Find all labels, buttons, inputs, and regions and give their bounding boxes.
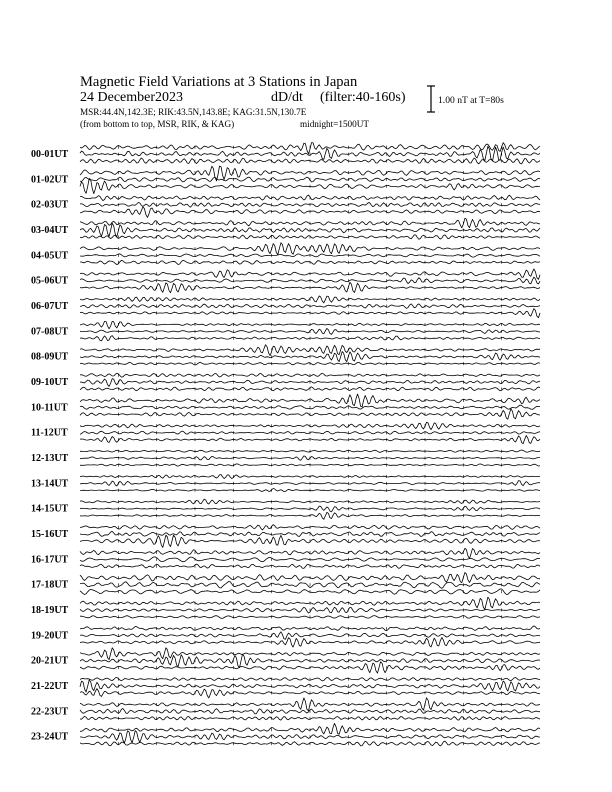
hour-label: 05-06UT (31, 275, 69, 287)
scale-label: 1.00 nT at T=80s (438, 95, 504, 106)
hour-label: 01-02UT (31, 174, 69, 186)
hour-label: 03-04UT (31, 225, 69, 236)
scale-bar (427, 86, 504, 112)
hour-label: 14-15UT (31, 503, 69, 515)
chart-filter: (filter:40-160s) (320, 90, 406, 105)
hour-label: 22-23UT (31, 706, 69, 718)
hour-label: 10-11UT (31, 402, 68, 414)
hour-label: 17-18UT (31, 579, 69, 591)
hour-label: 16-17UT (31, 554, 69, 566)
hour-label: 20-21UT (31, 655, 69, 667)
hour-label: 13-14UT (31, 478, 69, 490)
stations-line: MSR:44.4N,142.3E; RIK:43.5N,143.8E; KAG:31.5N,130.7E (80, 107, 307, 117)
hour-label: 06-07UT (31, 301, 69, 312)
hour-label: 23-24UT (31, 731, 69, 743)
hour-label: 19-20UT (31, 630, 69, 642)
chart-title: Magnetic Field Variations at 3 Stations in Japan (80, 74, 358, 90)
hour-labels (31, 149, 69, 743)
hour-label: 15-16UT (31, 529, 69, 540)
hour-label: 07-08UT (31, 326, 69, 338)
hour-label: 09-10UT (31, 377, 69, 388)
hour-label: 02-03UT (31, 199, 69, 211)
hour-label: 08-09UT (31, 351, 69, 363)
hour-label: 21-22UT (31, 680, 69, 692)
chart-quantity: dD/dt (271, 90, 303, 105)
hour-label: 00-01UT (31, 149, 69, 160)
station-traces (80, 143, 540, 746)
hour-label: 12-13UT (31, 453, 69, 464)
hour-label: 18-19UT (31, 604, 69, 616)
hour-label: 11-12UT (31, 427, 68, 439)
chart-date: 24 December2023 (80, 90, 184, 105)
chart-header (80, 74, 406, 129)
midnight-note: midnight=1500UT (300, 119, 369, 129)
station-order-note: (from bottom to top, MSR, RIK, & KAG) (80, 119, 235, 129)
hour-label: 04-05UT (31, 250, 69, 262)
